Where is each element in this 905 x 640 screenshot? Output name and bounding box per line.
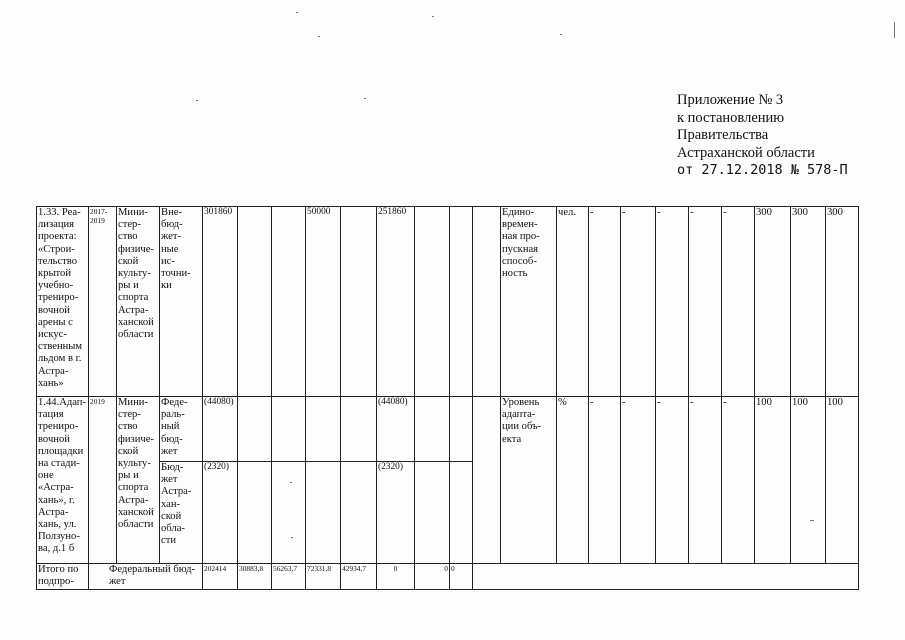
table-row	[37, 564, 859, 590]
scan-speck	[291, 537, 293, 538]
value-cell: 251860	[377, 207, 415, 397]
appendix-header	[677, 92, 848, 180]
indicator-cell: Уровень адапта- ции объ- екта	[501, 397, 557, 564]
executor-cell: Мини- стер- ство физиче- ской культу- ры и спорта Астра- ханской области	[117, 207, 160, 397]
target-cell: 300	[755, 207, 791, 397]
value-cell: 0	[377, 564, 415, 590]
value-cell	[341, 397, 377, 462]
value-cell	[238, 397, 272, 462]
value-cell: 72331,8	[306, 564, 341, 590]
total-label: Итого по подпро-	[37, 564, 89, 590]
target-cell: 100	[755, 397, 791, 564]
table-row	[37, 397, 859, 462]
funding-source: Федеральный бюд- жет	[89, 564, 203, 590]
scan-speck	[318, 36, 320, 37]
dash-cell: -	[589, 207, 621, 397]
years-cell: 2019	[89, 397, 117, 564]
appendix-line-2: к постановлению	[677, 109, 785, 126]
value-cell: 0	[450, 564, 473, 590]
value-cell: 0	[415, 564, 450, 590]
target-cell: 100	[826, 397, 859, 564]
value-cell	[341, 207, 377, 397]
value-cell	[306, 397, 341, 462]
value-cell	[450, 397, 473, 462]
appendix-line-1: Приложение № 3	[677, 92, 784, 108]
spacer-cell	[473, 397, 501, 564]
scan-speck	[296, 12, 298, 13]
scan-speck	[894, 22, 895, 38]
value-cell	[450, 207, 473, 397]
measure-name: 1.33. Реа- лизация проекта: «Строи- тельство крытой учебно- трениро- вочной арены с искус- ственным льдом в г. Астра- хань»	[37, 207, 89, 397]
dash-cell: -	[722, 397, 755, 564]
value-cell	[415, 462, 450, 564]
target-cell: 300	[791, 207, 826, 397]
measure-name: 1.44.Адап- тация трениро- вочной площадки на стади- оне «Астра- хань», г. Астра- хань, ул. Ползуно- ва, д.1 б	[37, 397, 89, 564]
unit-cell: %	[557, 397, 589, 564]
scan-speck	[432, 16, 434, 17]
value-cell	[272, 397, 306, 462]
value-cell: 30883,8	[238, 564, 272, 590]
scan-speck	[290, 482, 292, 483]
dash-cell: -	[656, 397, 689, 564]
value-cell	[306, 462, 341, 564]
total-cell: (44080)	[203, 397, 238, 462]
funding-source: Феде- раль- ный бюд- жет	[160, 397, 203, 462]
scan-speck	[560, 34, 562, 35]
dash-cell: -	[589, 397, 621, 564]
value-cell: (2320)	[377, 462, 415, 564]
total-cell: 202414	[203, 564, 238, 590]
spacer-cell	[473, 207, 501, 397]
empty-cell	[473, 564, 859, 590]
executor-cell: Мини- стер- ство физиче- ской культу- ры и спорта Астра- ханской области	[117, 397, 160, 564]
value-cell: (44080)	[377, 397, 415, 462]
funding-source: Бюд- жет Астра- хан- ской обла- сти	[160, 462, 203, 564]
indicator-cell: Едино- времен- ная про- пускная способ- ность	[501, 207, 557, 397]
scan-speck	[810, 520, 814, 521]
target-cell: 300	[826, 207, 859, 397]
dash-cell: -	[689, 397, 722, 564]
total-cell: (2320)	[203, 462, 238, 564]
dash-cell: -	[621, 397, 656, 564]
appendix-line-3: Правительства	[677, 127, 769, 143]
scan-speck	[196, 100, 198, 101]
value-cell	[272, 207, 306, 397]
value-cell	[238, 462, 272, 564]
value-cell	[415, 207, 450, 397]
value-cell: 50000	[306, 207, 341, 397]
value-cell	[272, 462, 306, 564]
appendix-line-4: Астраханской области	[677, 144, 815, 161]
value-cell	[415, 397, 450, 462]
scan-speck	[364, 98, 366, 99]
unit-cell: чел.	[557, 207, 589, 397]
dash-cell: -	[621, 207, 656, 397]
value-cell: 56263,7	[272, 564, 306, 590]
funding-source: Вне- бюд- жет- ные ис- точни- ки	[160, 207, 203, 397]
dash-cell: -	[722, 207, 755, 397]
appendix-line-5: от 27.12.2018 № 578-П	[677, 162, 848, 178]
value-cell	[238, 207, 272, 397]
years-cell: 2017- 2019	[89, 207, 117, 397]
total-cell: 301860	[203, 207, 238, 397]
dash-cell: -	[689, 207, 722, 397]
value-cell	[341, 462, 377, 564]
target-cell: 100	[791, 397, 826, 564]
dash-cell: -	[656, 207, 689, 397]
value-cell	[450, 462, 473, 564]
value-cell: 42934,7	[341, 564, 377, 590]
table-row	[37, 207, 859, 397]
program-table	[36, 206, 859, 590]
